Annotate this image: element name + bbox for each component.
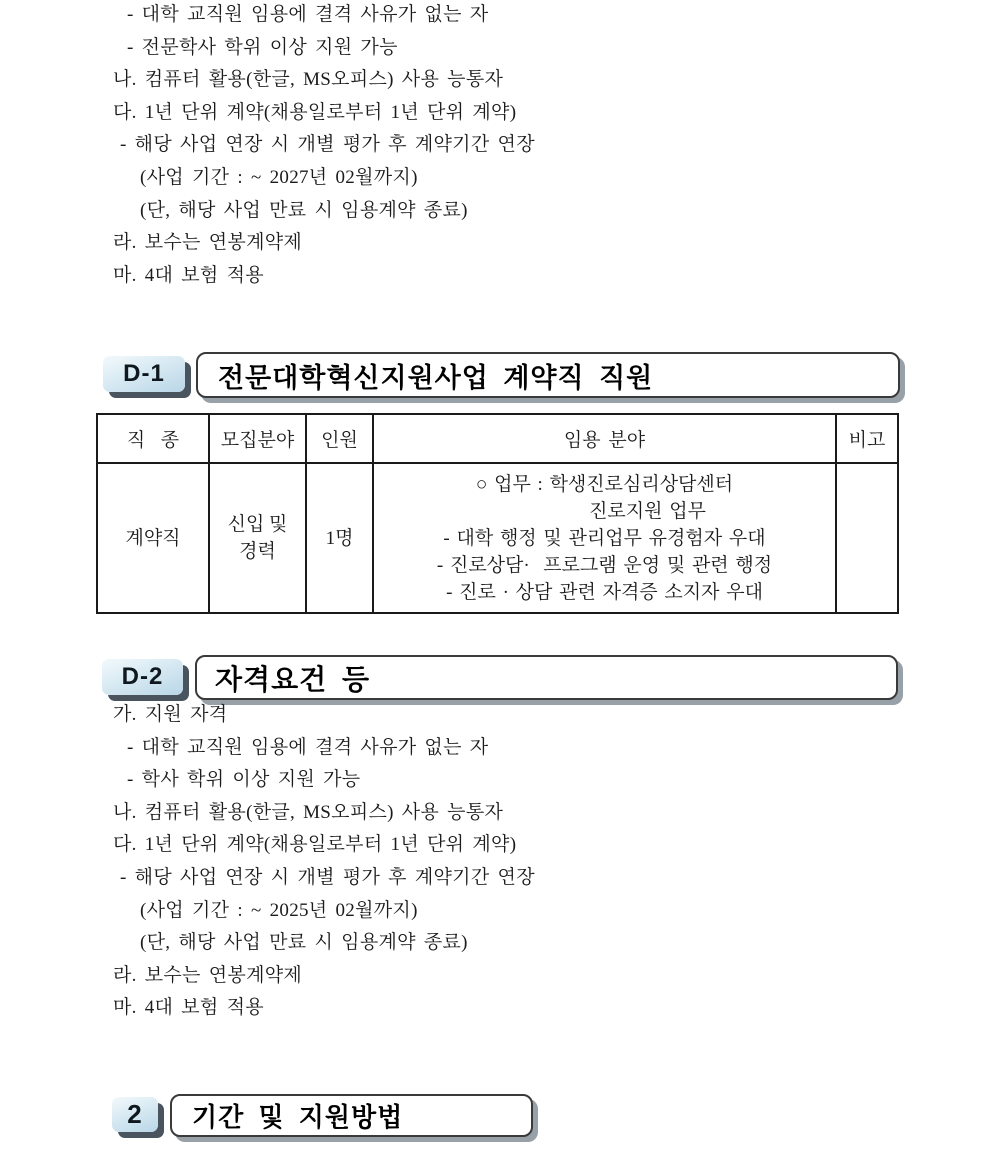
duty-line: - 진로 · 상담 관련 자격증 소지자 우대 bbox=[446, 581, 763, 603]
table-row bbox=[97, 463, 898, 613]
section-badge-d1: D-1 bbox=[103, 356, 185, 392]
requirement-line: - 대학 교직원 임용에 결격 사유가 없는 자 bbox=[127, 4, 489, 25]
requirement-line: - 전문학사 학위 이상 지원 가능 bbox=[127, 36, 398, 58]
recruit-field-line2: 경력 bbox=[239, 541, 276, 562]
header-note: 비고 bbox=[836, 414, 898, 463]
requirement-line: 다. 1년 단위 계약(채용일로부터 1년 단위 계약) bbox=[113, 101, 517, 123]
d2-requirements-block bbox=[113, 699, 535, 1025]
cell-recruit-field bbox=[209, 463, 306, 613]
requirement-line: (단, 해당 사업 만료 시 임용계약 종료) bbox=[140, 199, 468, 221]
header-headcount: 인원 bbox=[306, 414, 373, 463]
requirement-line: (사업 기간 : ~ 2025년 02월까지) bbox=[140, 899, 418, 921]
requirement-line: 라. 보수는 연봉계약제 bbox=[113, 964, 303, 986]
requirement-line: (단, 해당 사업 만료 시 임용계약 종료) bbox=[140, 932, 468, 954]
requirement-line: 나. 컴퓨터 활용(한글, MS오피스) 사용 능통자 bbox=[113, 69, 504, 91]
header-recruit-field: 모집분야 bbox=[209, 414, 306, 463]
cell-job-type: 계약직 bbox=[97, 463, 209, 613]
cell-headcount: 1명 bbox=[306, 463, 373, 613]
recruitment-table bbox=[96, 413, 899, 614]
section-header-d1 bbox=[103, 352, 913, 407]
table-header-row bbox=[97, 414, 898, 463]
duty-line: 진로지원 업무 bbox=[589, 500, 706, 522]
duty-line: - 진로상담· 프로그램 운영 및 관련 행정 bbox=[436, 554, 773, 576]
cell-duty bbox=[373, 463, 836, 613]
requirement-line: 가. 지원 자격 bbox=[113, 704, 228, 725]
duty-line: - 대학 행정 및 관리업무 유경험자 우대 bbox=[443, 527, 766, 549]
section-title-d2: 자격요건 등 bbox=[195, 655, 898, 700]
requirement-line: (사업 기간 : ~ 2027년 02월까지) bbox=[140, 166, 418, 188]
requirement-line: - 학사 학위 이상 지원 가능 bbox=[127, 769, 361, 791]
section-badge-2: 2 bbox=[112, 1097, 158, 1132]
requirement-line: 다. 1년 단위 계약(채용일로부터 1년 단위 계약) bbox=[113, 834, 517, 856]
cell-note bbox=[836, 463, 898, 613]
section-title-2: 기간 및 지원방법 bbox=[170, 1094, 533, 1137]
duty-line: ○ 업무 : 학생진로심리상담센터 bbox=[475, 473, 734, 495]
section-header-2 bbox=[112, 1093, 542, 1148]
top-requirements-block bbox=[113, 0, 535, 292]
requirement-line: 라. 보수는 연봉계약제 bbox=[113, 232, 303, 254]
section-title-d1: 전문대학혁신지원사업 계약직 직원 bbox=[196, 352, 900, 398]
requirement-line: 나. 컴퓨터 활용(한글, MS오피스) 사용 능통자 bbox=[113, 801, 504, 823]
requirement-line: 마. 4대 보험 적용 bbox=[113, 264, 264, 286]
requirement-line: - 대학 교직원 임용에 결격 사유가 없는 자 bbox=[127, 736, 489, 758]
requirement-line: - 해당 사업 연장 시 개별 평가 후 계약기간 연장 bbox=[120, 134, 535, 156]
requirement-line: - 해당 사업 연장 시 개별 평가 후 계약기간 연장 bbox=[120, 866, 535, 888]
recruit-field-line1: 신입 및 bbox=[227, 514, 288, 535]
section-badge-d2: D-2 bbox=[102, 659, 183, 695]
header-duty: 임용 분야 bbox=[373, 414, 836, 463]
header-job-type: 직 종 bbox=[97, 414, 209, 463]
requirement-line: 마. 4대 보험 적용 bbox=[113, 997, 264, 1019]
